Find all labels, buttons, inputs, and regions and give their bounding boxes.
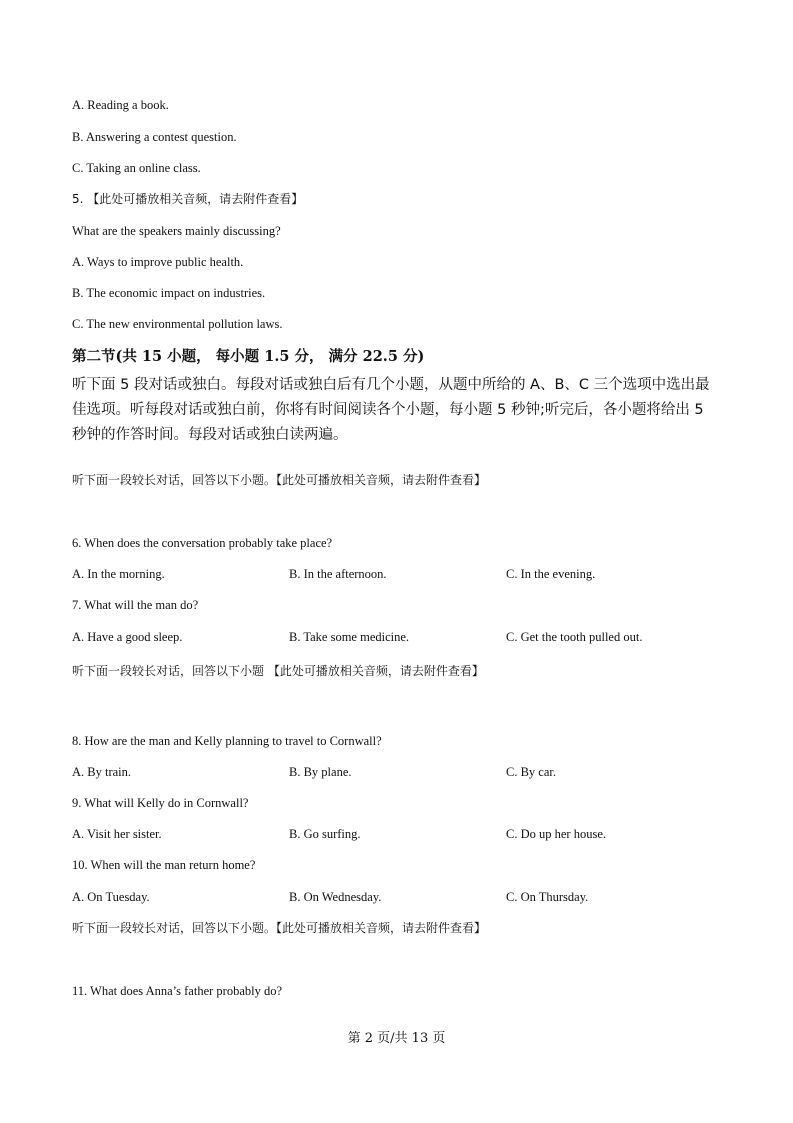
dialog-note-2: 听下面一段较长对话，回答以下小题 【此处可播放相关音频，请去附件查看】: [72, 664, 484, 678]
q5-audio-label: 5. 【此处可播放相关音频，请去附件查看】: [72, 192, 304, 206]
q5-question: What are the speakers mainly discussing?: [72, 224, 281, 238]
q6-option-a: A. In the morning.: [72, 567, 165, 581]
q7-option-b: B. Take some medicine.: [289, 630, 410, 644]
dialog-note-3: 听下面一段较长对话，回答以下小题。【此处可播放相关音频，请去附件查看】: [72, 921, 487, 935]
q9-option-c: C. Do up her house.: [506, 827, 606, 841]
q11-question: 11. What does Anna’s father probably do?: [72, 984, 283, 998]
q6-question: 6. When does the conversation probably take place?: [72, 536, 333, 550]
q7-option-c: C. Get the tooth pulled out.: [506, 630, 643, 644]
q10-option-b: B. On Wednesday.: [289, 890, 382, 904]
q7-option-a: A. Have a good sleep.: [72, 630, 183, 644]
q8-question: 8. How are the man and Kelly planning to travel to Cornwall?: [72, 734, 382, 748]
q4-option-c: C. Taking an online class.: [72, 161, 201, 175]
page-footer: 第 2 页/共 13 页: [347, 1031, 446, 1046]
q8-option-a: A. By train.: [72, 765, 132, 779]
q8-option-c: C. By car.: [506, 765, 556, 779]
q5-option-a: A. Ways to improve public health.: [72, 255, 244, 269]
q9-option-b: B. Go surfing.: [289, 827, 361, 841]
q9-question: 9. What will Kelly do in Cornwall?: [72, 796, 249, 810]
q10-option-c: C. On Thursday.: [506, 890, 589, 904]
q4-option-a: A. Reading a book.: [72, 98, 169, 112]
q10-option-a: A. On Tuesday.: [72, 890, 150, 904]
section-heading: 第二节(共 15 小题， 每小题 1.5 分， 满分 22.5 分): [72, 348, 425, 365]
q5-option-c: C. The new environmental pollution laws.: [72, 317, 283, 331]
q6-option-b: B. In the afternoon.: [289, 567, 387, 581]
q4-option-b: B. Answering a contest question.: [72, 130, 237, 144]
q8-option-b: B. By plane.: [289, 765, 352, 779]
dialog-note-1: 听下面一段较长对话，回答以下小题。【此处可播放相关音频，请去附件查看】: [72, 473, 487, 487]
q7-question: 7. What will the man do?: [72, 598, 199, 612]
q9-option-a: A. Visit her sister.: [72, 827, 162, 841]
section-instructions: 听下面 5 段对话或独白。每段对话或独白后有几个小题，从题中所给的 A、B、C 三个选项中选出最佳选项。听每段对话或独白前，你将有时间阅读各个小题，每小题 5 秒钟;听完后，各小题将给出 5 秒钟的作答时间。每段对话或独白读两遍。: [72, 377, 710, 443]
q5-option-b: B. The economic impact on industries.: [72, 286, 266, 300]
q10-question: 10. When will the man return home?: [72, 858, 256, 872]
q6-option-c: C. In the evening.: [506, 567, 596, 581]
